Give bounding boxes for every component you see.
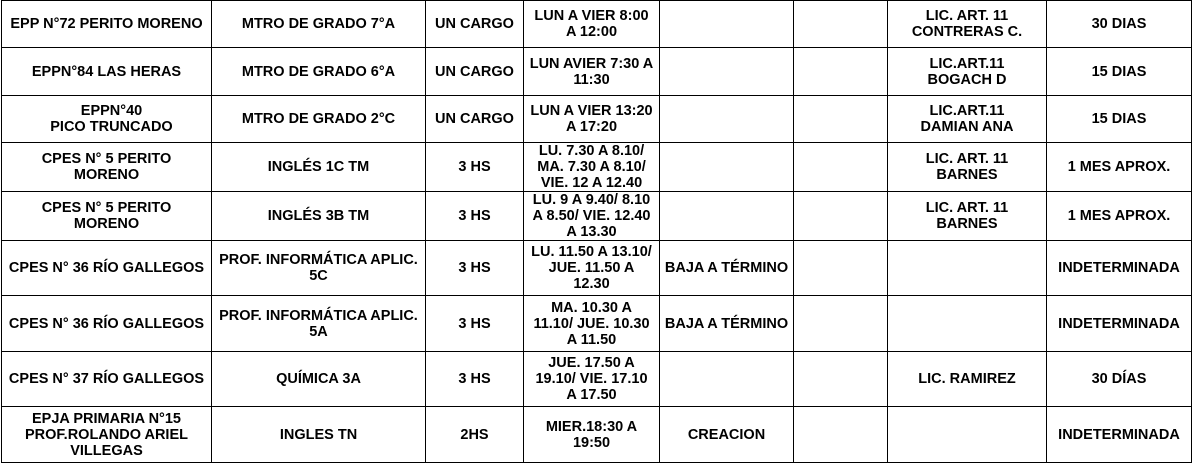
cell-horario: LUN A VIER 13:20 A 17:20: [524, 96, 660, 143]
cell-horas: 3 HS: [426, 296, 524, 352]
cell-escuela: EPPN°40 PICO TRUNCADO: [2, 96, 212, 143]
cell-horas: 3 HS: [426, 192, 524, 241]
cell-situacion: [660, 192, 794, 241]
cell-cargo: INGLÉS 3B TM: [212, 192, 426, 241]
cell-cargo: QUÍMICA 3A: [212, 352, 426, 407]
cell-escuela: EPP N°72 PERITO MORENO: [2, 1, 212, 48]
cell-empty: [794, 1, 888, 48]
cell-empty: [794, 48, 888, 96]
cell-horas: UN CARGO: [426, 48, 524, 96]
cell-horario: LU. 9 A 9.40/ 8.10 A 8.50/ VIE. 12.40 A 13.30: [524, 192, 660, 241]
cell-empty: [794, 143, 888, 192]
cell-horas: UN CARGO: [426, 1, 524, 48]
cell-escuela: CPES N° 5 PERITO MORENO: [2, 192, 212, 241]
cell-empty: [794, 192, 888, 241]
cell-duracion: 30 DÍAS: [1047, 352, 1192, 407]
table-row: [2, 241, 1192, 296]
cell-cargo: INGLÉS 1C TM: [212, 143, 426, 192]
cell-licencia: LIC. ART. 11 BARNES: [888, 192, 1047, 241]
table-row: [2, 192, 1192, 241]
cell-duracion: INDETERMINADA: [1047, 296, 1192, 352]
cell-empty: [794, 296, 888, 352]
cell-escuela: CPES N° 36 RÍO GALLEGOS: [2, 241, 212, 296]
cell-escuela: CPES N° 36 RÍO GALLEGOS: [2, 296, 212, 352]
cell-empty: [794, 96, 888, 143]
table-row: [2, 1, 1192, 48]
cell-licencia: [888, 241, 1047, 296]
cell-duracion: 15 DIAS: [1047, 48, 1192, 96]
cell-cargo: PROF. INFORMÁTICA APLIC. 5C: [212, 241, 426, 296]
cell-cargo: MTRO DE GRADO 2°C: [212, 96, 426, 143]
cell-duracion: 15 DIAS: [1047, 96, 1192, 143]
cell-cargo: MTRO DE GRADO 7°A: [212, 1, 426, 48]
cell-cargo: PROF. INFORMÁTICA APLIC. 5A: [212, 296, 426, 352]
cell-licencia: [888, 407, 1047, 463]
cell-duracion: 30 DIAS: [1047, 1, 1192, 48]
cell-horas: 2HS: [426, 407, 524, 463]
cell-situacion: [660, 96, 794, 143]
cell-horario: LU. 11.50 A 13.10/ JUE. 11.50 A 12.30: [524, 241, 660, 296]
cell-escuela: EPJA PRIMARIA N°15 PROF.ROLANDO ARIEL VILLEGAS: [2, 407, 212, 463]
cell-duracion: 1 MES APROX.: [1047, 143, 1192, 192]
cell-horas: 3 HS: [426, 241, 524, 296]
cell-horas: 3 HS: [426, 352, 524, 407]
cell-situacion: [660, 143, 794, 192]
cell-empty: [794, 407, 888, 463]
cell-licencia: LIC.ART.11 DAMIAN ANA: [888, 96, 1047, 143]
table-row: [2, 143, 1192, 192]
cell-licencia: [888, 296, 1047, 352]
cell-escuela: EPPN°84 LAS HERAS: [2, 48, 212, 96]
cell-horario: LUN A VIER 8:00 A 12:00: [524, 1, 660, 48]
cell-licencia: LIC.ART.11 BOGACH D: [888, 48, 1047, 96]
cell-horas: UN CARGO: [426, 96, 524, 143]
cell-licencia: LIC. ART. 11 BARNES: [888, 143, 1047, 192]
cell-duracion: INDETERMINADA: [1047, 407, 1192, 463]
cell-horario: LUN AVIER 7:30 A 11:30: [524, 48, 660, 96]
table-row: [2, 296, 1192, 352]
cell-licencia: LIC. RAMIREZ: [888, 352, 1047, 407]
table-row: [2, 352, 1192, 407]
cell-situacion: [660, 1, 794, 48]
cell-escuela: CPES N° 5 PERITO MORENO: [2, 143, 212, 192]
cell-empty: [794, 241, 888, 296]
cell-situacion: [660, 352, 794, 407]
cell-horario: JUE. 17.50 A 19.10/ VIE. 17.10 A 17.50: [524, 352, 660, 407]
cell-horario: MIER.18:30 A 19:50: [524, 407, 660, 463]
table-row: [2, 407, 1192, 463]
cell-horas: 3 HS: [426, 143, 524, 192]
cell-situacion: BAJA A TÉRMINO: [660, 296, 794, 352]
cell-horario: MA. 10.30 A 11.10/ JUE. 10.30 A 11.50: [524, 296, 660, 352]
cell-situacion: BAJA A TÉRMINO: [660, 241, 794, 296]
vacancies-table: [1, 0, 1192, 463]
cell-empty: [794, 352, 888, 407]
cell-situacion: CREACION: [660, 407, 794, 463]
cell-duracion: 1 MES APROX.: [1047, 192, 1192, 241]
table-row: [2, 48, 1192, 96]
cell-horario: LU. 7.30 A 8.10/ MA. 7.30 A 8.10/ VIE. 12 A 12.40: [524, 143, 660, 192]
table-body: [2, 1, 1192, 463]
cell-cargo: INGLES TN: [212, 407, 426, 463]
cell-duracion: INDETERMINADA: [1047, 241, 1192, 296]
cell-cargo: MTRO DE GRADO 6°A: [212, 48, 426, 96]
cell-licencia: LIC. ART. 11 CONTRERAS C.: [888, 1, 1047, 48]
table-row: [2, 96, 1192, 143]
cell-escuela: CPES N° 37 RÍO GALLEGOS: [2, 352, 212, 407]
cell-situacion: [660, 48, 794, 96]
